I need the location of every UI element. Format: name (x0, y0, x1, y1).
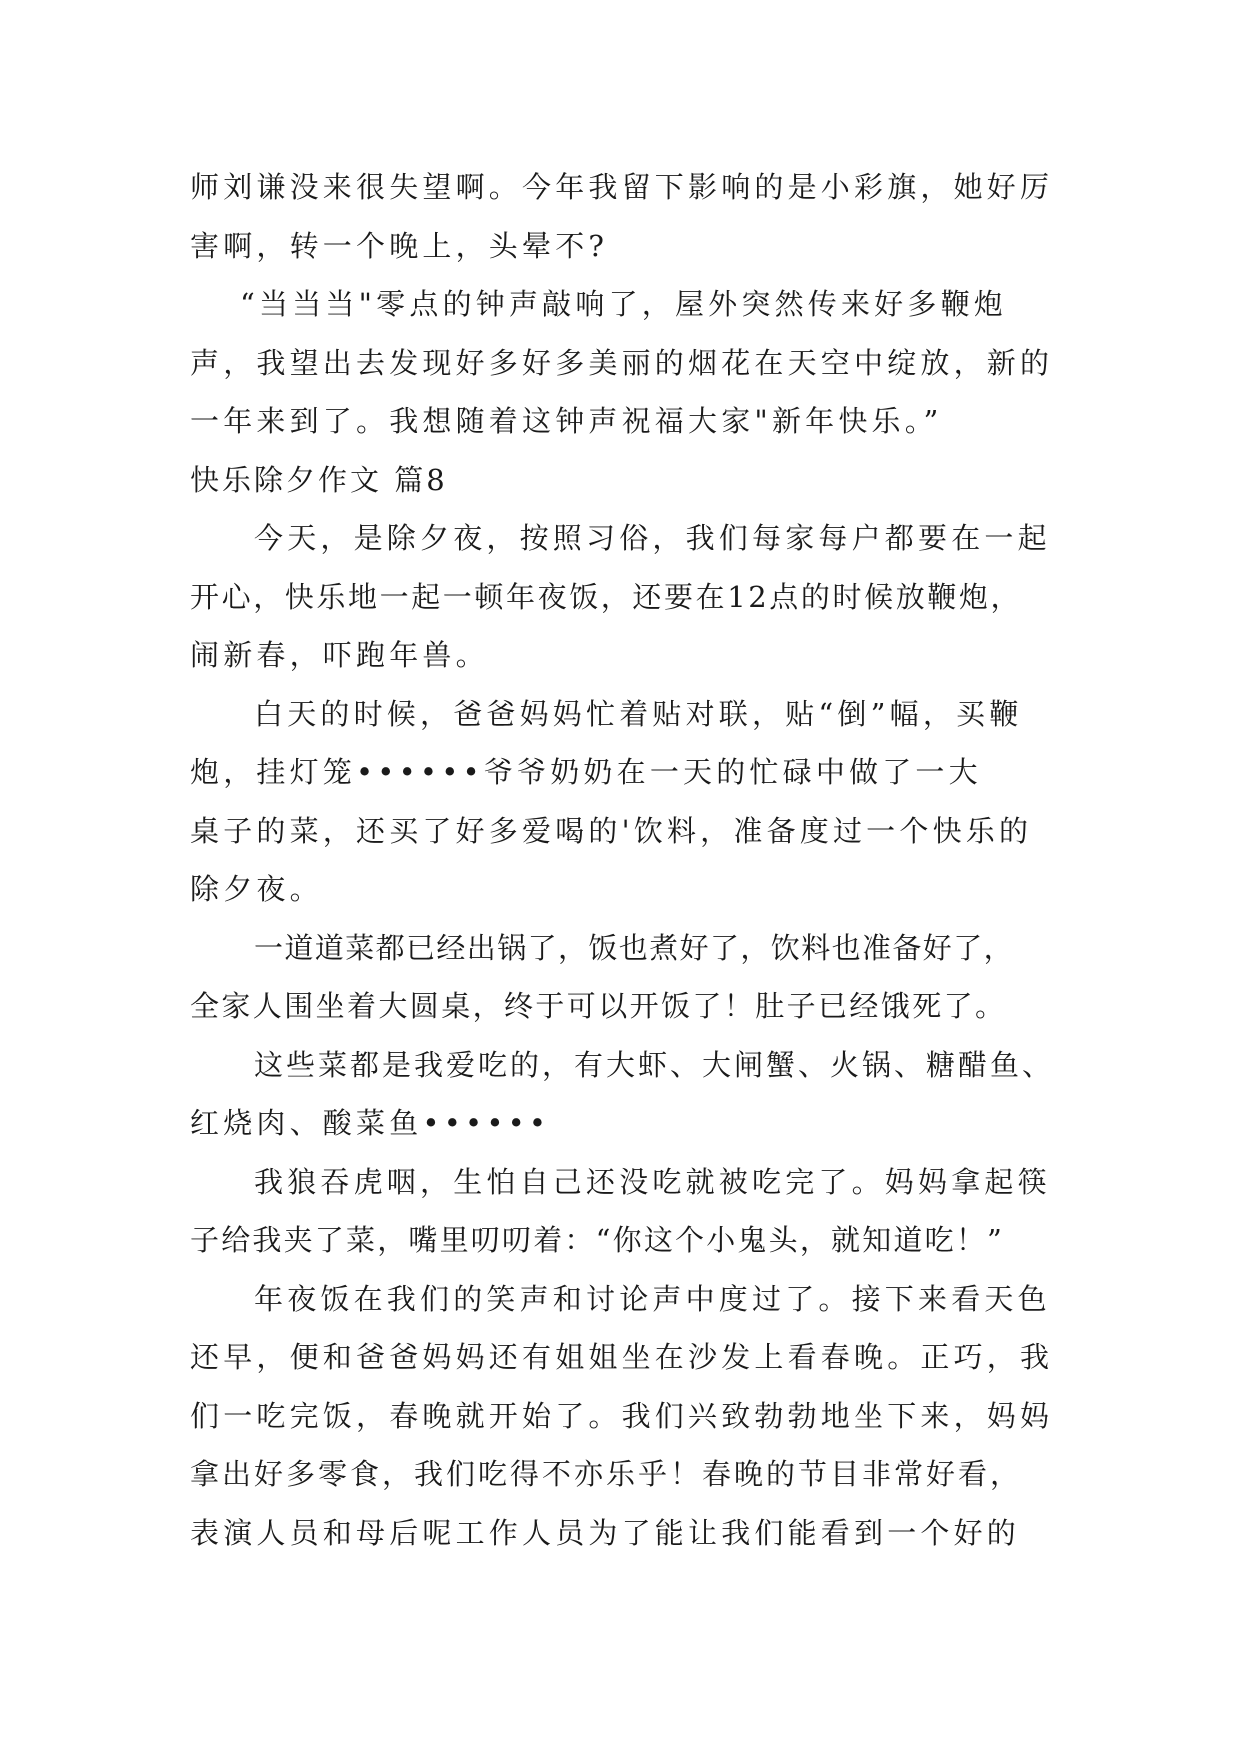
paragraph-line: 师刘谦没来很失望啊。今年我留下影响的是小彩旗，她好厉 (190, 170, 1054, 204)
paragraph-line: 今天，是除夕夜，按照习俗，我们每家每户都要在一起 (254, 521, 1051, 555)
paragraph-line: 开心，快乐地一起一顿年夜饭，还要在12点的时候放鞭炮， (190, 579, 1023, 614)
paragraph-line: 们一吃完饭，春晚就开始了。我们兴致勃勃地坐下来，妈妈 (190, 1398, 1054, 1433)
section-heading: 快乐除夕作文 篇8 (190, 462, 448, 497)
paragraph-line: 白天的时候，爸爸妈妈忙着贴对联，贴“倒”幅，买鞭 (254, 696, 1023, 731)
paragraph-line: 害啊，转一个晚上，头晕不? (190, 228, 609, 263)
paragraph-line: 这些菜都是我爱吃的，有大虾、大闸蟹、火锅、糖醋鱼、 (254, 1047, 1055, 1082)
paragraph-line: 子给我夹了菜，嘴里叨叨着：“你这个小鬼头，就知道吃！” (190, 1223, 1005, 1257)
paragraph-line: 炮，挂灯笼••••••爷爷奶奶在一天的忙碌中做了一大 (190, 755, 982, 789)
paragraph-line: 全家人围坐着大圆桌，终于可以开饭了！肚子已经饿死了。 (190, 989, 1007, 1023)
paragraph-line: 一道道菜都已经出锅了，饭也煮好了，饮料也准备好了， (254, 930, 1015, 965)
paragraph-line: 还早，便和爸爸妈妈还有姐姐坐在沙发上看春晚。正巧，我 (190, 1340, 1054, 1374)
paragraph-line: 红烧肉、酸菜鱼•••••• (190, 1106, 551, 1140)
paragraph-line: 一年来到了。我想随着这钟声祝福大家"新年快乐。” (190, 404, 943, 438)
paragraph-line: 闹新春，吓跑年兽。 (190, 638, 489, 672)
paragraph-line: 我狼吞虎咽，生怕自己还没吃就被吃完了。妈妈拿起筷 (254, 1164, 1051, 1199)
paragraph-line: 表演人员和母后呢工作人员为了能让我们能看到一个好的 (190, 1515, 1021, 1550)
paragraph-line: 桌子的菜，还买了好多爱喝的'饮料，准备度过一个快乐的 (190, 813, 1033, 848)
paragraph-line: 年夜饭在我们的笑声和讨论声中度过了。接下来看天色 (254, 1281, 1051, 1316)
paragraph-line: 声，我望出去发现好多好多美丽的烟花在天空中绽放，新的 (190, 345, 1054, 380)
paragraph-line: 拿出好多零食，我们吃得不亦乐乎！春晚的节目非常好看， (190, 1457, 1023, 1491)
document-body (190, 158, 1062, 1562)
paragraph-line: “当当当"零点的钟声敲响了，屋外突然传来好多鞭炮 (240, 287, 1007, 321)
paragraph-line: 除夕夜。 (190, 872, 323, 906)
